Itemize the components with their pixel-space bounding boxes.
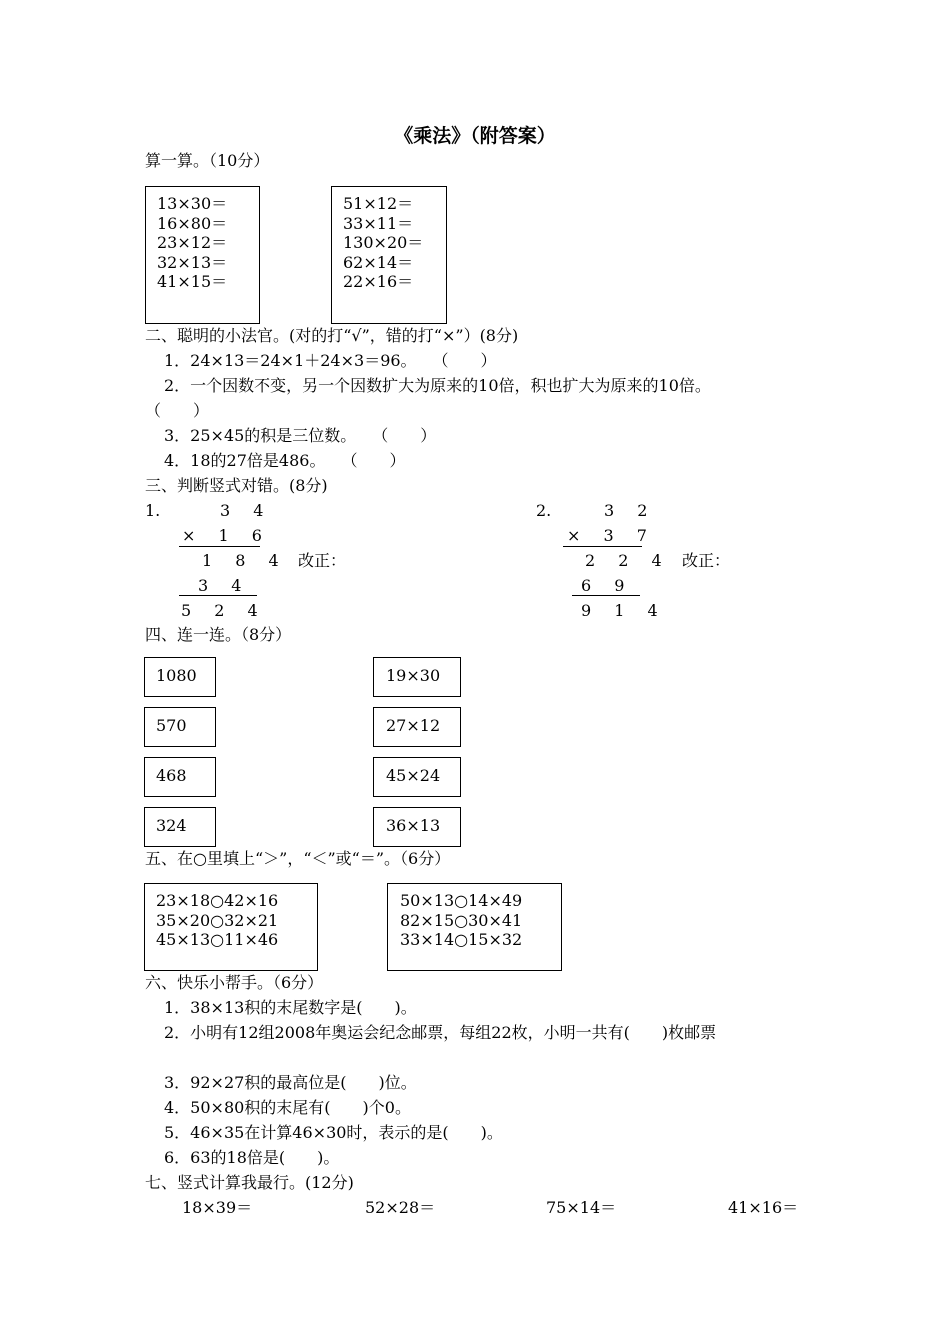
problem-1-fix-label: 改正： xyxy=(298,551,347,570)
match-expression: 27×12 xyxy=(386,716,441,735)
section-4-heading: 四、连一连。（8分） xyxy=(145,625,292,644)
fill-item-2: 2．小明有12组2008年奥运会纪念邮票，每组22枚，小明一共有( )枚邮票 xyxy=(164,1023,717,1042)
compare-box-left xyxy=(144,883,318,971)
section-5-heading: 五、在○里填上“＞”，“＜”或“＝”。（6分） xyxy=(145,849,451,868)
match-left-4[interactable] xyxy=(144,807,216,847)
match-left-2[interactable] xyxy=(144,707,216,747)
problem-1-result: 5 2 4 xyxy=(181,601,267,620)
calc-item: 22×16＝ xyxy=(343,272,414,291)
calc-item: 32×13＝ xyxy=(157,252,228,272)
match-value: 1080 xyxy=(156,666,197,685)
fill-item-5: 5．46×35在计算46×30时，表示的是( )。 xyxy=(164,1123,503,1142)
section-7-heading: 七、竖式计算我最行。(12分) xyxy=(145,1173,354,1192)
match-expression: 19×30 xyxy=(386,666,441,685)
page-title: 《乘法》（附答案） xyxy=(394,125,556,147)
problem-1-multiplicand: 3 4 xyxy=(220,501,273,520)
calc-item: 13×30＝ xyxy=(157,194,228,213)
match-left-1[interactable] xyxy=(144,657,216,697)
judge-item-2: 2．一个因数不变，另一个因数扩大为原来的10倍，积也扩大为原来的10倍。 xyxy=(164,376,711,395)
fill-item-4: 4．50×80积的末尾有( )个0。 xyxy=(164,1098,411,1117)
calc-item: 33×11＝ xyxy=(343,213,414,233)
match-left-3[interactable] xyxy=(144,757,216,797)
problem-2-multiplicand: 3 2 xyxy=(604,501,657,520)
problem-2-rule-1 xyxy=(563,546,642,547)
section-6-heading: 六、快乐小帮手。（6分） xyxy=(145,973,324,992)
calc-box-left xyxy=(145,186,260,324)
judge-item-4: 4．18的27倍是486。 （ ） xyxy=(164,451,406,470)
calc-item: 41×15＝ xyxy=(157,272,228,291)
vertical-calc-3: 75×14＝ xyxy=(546,1198,617,1217)
judge-item-3: 3．25×45的积是三位数。 （ ） xyxy=(164,426,437,445)
calc-box-right xyxy=(331,186,447,324)
problem-2-rule-2 xyxy=(572,595,640,596)
fill-item-6: 6．63的18倍是( )。 xyxy=(164,1148,340,1167)
section-3-heading: 三、判断竖式对错。(8分) xyxy=(145,476,328,495)
section-2-heading: 二、聪明的小法官。(对的打“√”，错的打“×”）(8分) xyxy=(145,326,519,345)
calc-item: 16×80＝ xyxy=(157,213,228,233)
match-right-4[interactable] xyxy=(373,807,461,847)
vertical-calc-1: 18×39＝ xyxy=(182,1198,253,1217)
calc-item: 23×12＝ xyxy=(157,233,228,252)
compare-box-right xyxy=(387,883,562,971)
calc-item: 51×12＝ xyxy=(343,194,414,213)
compare-item: 45×13○11×46 xyxy=(156,930,279,949)
problem-2-number: 2. xyxy=(536,501,552,520)
calc-item: 62×14＝ xyxy=(343,252,414,272)
match-value: 468 xyxy=(156,766,187,785)
problem-1-rule-1 xyxy=(179,546,260,547)
problem-2-result: 9 1 4 xyxy=(581,601,667,620)
match-right-2[interactable] xyxy=(373,707,461,747)
problem-1-partial-1: 1 8 4 xyxy=(202,551,288,570)
problem-2-partial-2: 6 9 xyxy=(581,576,634,595)
match-expression: 36×13 xyxy=(386,816,441,835)
compare-item: 23×18○42×16 xyxy=(156,891,279,910)
vertical-calc-2: 52×28＝ xyxy=(365,1198,436,1217)
fill-item-1: 1．38×13积的末尾数字是( )。 xyxy=(164,998,417,1017)
problem-1-partial-2: 3 4 xyxy=(198,576,251,595)
match-value: 324 xyxy=(156,816,187,835)
problem-1-multiplier: × 1 6 xyxy=(182,526,271,545)
problem-1-number: 1. xyxy=(145,501,161,520)
vertical-calc-4: 41×16＝ xyxy=(728,1198,799,1217)
match-value: 570 xyxy=(156,716,187,735)
problem-2-multiplier: × 3 7 xyxy=(567,526,656,545)
problem-2-partial-1: 2 2 4 xyxy=(585,551,671,570)
match-right-3[interactable] xyxy=(373,757,461,797)
compare-item: 50×13○14×49 xyxy=(400,891,523,910)
problem-1-rule-2 xyxy=(179,595,257,596)
section-1-heading: 算一算。（10分） xyxy=(145,151,270,170)
compare-item: 82×15○30×41 xyxy=(400,910,523,930)
fill-item-3: 3．92×27积的最高位是( )位。 xyxy=(164,1073,417,1092)
calc-item: 130×20＝ xyxy=(343,233,424,252)
match-right-1[interactable] xyxy=(373,657,461,697)
problem-2-fix-label: 改正： xyxy=(682,551,731,570)
compare-item: 33×14○15×32 xyxy=(400,930,523,949)
match-expression: 45×24 xyxy=(386,766,441,785)
compare-item: 35×20○32×21 xyxy=(156,910,279,930)
judge-item-1: 1．24×13＝24×1＋24×3＝96。 （ ） xyxy=(164,351,497,370)
judge-item-2-bracket: （ ） xyxy=(145,401,210,420)
